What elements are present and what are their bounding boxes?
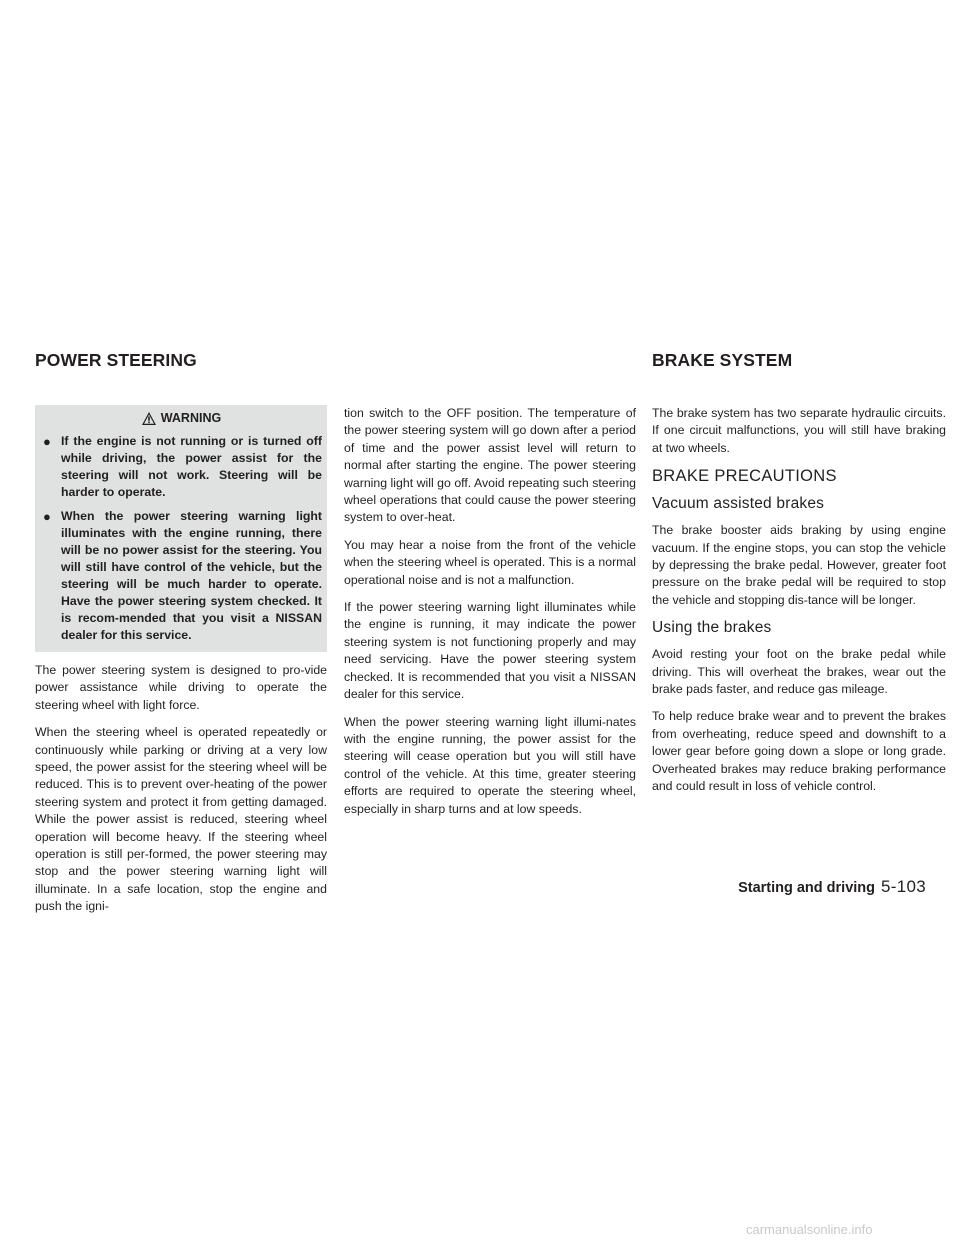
paragraph-overheating: When the steering wheel is operated repeatedly or continuously while parking or driving at a very low speed, the power assist for the steering wheel will be reduced. This is to prevent over-heating of the power steering system and protect it from getting damaged. While the power assist is reduced, steering wheel operation will become heavy. If the steering wheel operation is still per-formed, the power steering may stop and the power steering warning light will illuminate. In a safe location, stop the engine and push the igni- bbox=[35, 725, 327, 914]
paragraph: Avoid resting your foot on the brake pedal while driving. This will overheat the brakes, wear out the brake pads faster, and reduce gas mileage. bbox=[652, 647, 946, 697]
paragraph: You may hear a noise from the front of the vehicle when the steering wheel is operated. This is a normal operational noise and is not a malfunction. bbox=[344, 537, 636, 587]
column-2 bbox=[344, 405, 636, 828]
warning-item bbox=[40, 433, 322, 501]
paragraph: To help reduce brake wear and to prevent the brakes from overheating, reduce speed and downshift to a lower gear before going down a slope or long grade. Overheated brakes may reduce braking performance and could result in loss of vehicle control. bbox=[652, 709, 946, 794]
paragraph: If the power steering warning light illuminates while the engine is running, it may indicate the power steering system is not functioning properly and may need servicing. Have the power steering system checked. It is recommended that you visit a NISSAN dealer for this service. bbox=[344, 600, 636, 702]
warning-item bbox=[40, 508, 322, 644]
warning-item-text: If the engine is not running or is turned off while driving, the power assist for the steering will not work. Steering will be harder to operate. bbox=[61, 434, 322, 499]
paragraph-overheating-continued: tion switch to the OFF position. The temperature of the power steering system will go down after a period of time and the power assist level will return to normal after starting the engine. The power steering warning light will go off. Avoid repeating such steering wheel operations that could cause the power steering system to over-heat. bbox=[344, 406, 636, 525]
paragraph: The power steering system is designed to pro-vide power assistance while driving to operate the steering wheel with light force. bbox=[35, 663, 327, 712]
warning-heading bbox=[40, 409, 322, 427]
column-3 bbox=[652, 405, 946, 806]
page-footer bbox=[703, 877, 926, 901]
paragraph: The brake system has two separate hydraulic circuits. If one circuit malfunctions, you will still have braking at two wheels. bbox=[652, 406, 946, 455]
paragraph: When the power steering warning light illumi-nates with the engine running, the power assist for the steering will cease operation but you will still have control of the vehicle. At this time, greater steering efforts are required to operate the steering wheel, especially in sharp turns and at low speeds. bbox=[344, 714, 636, 816]
footer-chapter: Starting and driving bbox=[738, 880, 876, 896]
bullet-icon: ● bbox=[43, 509, 51, 524]
heading-vacuum-assisted-brakes: Vacuum assisted brakes bbox=[652, 495, 825, 513]
warning-box bbox=[35, 405, 327, 652]
warning-list bbox=[40, 433, 322, 644]
section-title-brake-system: BRAKE SYSTEM bbox=[652, 350, 793, 370]
section-title-power-steering: POWER STEERING bbox=[35, 350, 197, 370]
warning-triangle-icon bbox=[141, 411, 157, 426]
paragraph: The brake booster aids braking by using engine vacuum. If the engine stops, you can stop the vehicle by depressing the brake pedal. However, greater foot pressure on the brake pedal will be required to stop the vehicle and stopping dis-tance will be longer. bbox=[652, 523, 946, 607]
heading-brake-precautions: BRAKE PRECAUTIONS bbox=[652, 467, 837, 486]
page-number: 5-103 bbox=[881, 877, 926, 896]
heading-using-the-brakes: Using the brakes bbox=[652, 619, 772, 637]
warning-item-text: When the power steering warning light illuminates with the engine running, there will be no power assist for the steering. You will still have control of the vehicle, but the steering will be much harder to operate. Have the power steering system checked. It is recom-mended that you visit a NISSAN dealer for this service. bbox=[61, 509, 322, 642]
column-1 bbox=[35, 405, 327, 926]
watermark: carmanualsonline.info bbox=[746, 1222, 873, 1237]
warning-heading-text: WARNING bbox=[160, 411, 222, 425]
bullet-icon: ● bbox=[43, 434, 51, 449]
